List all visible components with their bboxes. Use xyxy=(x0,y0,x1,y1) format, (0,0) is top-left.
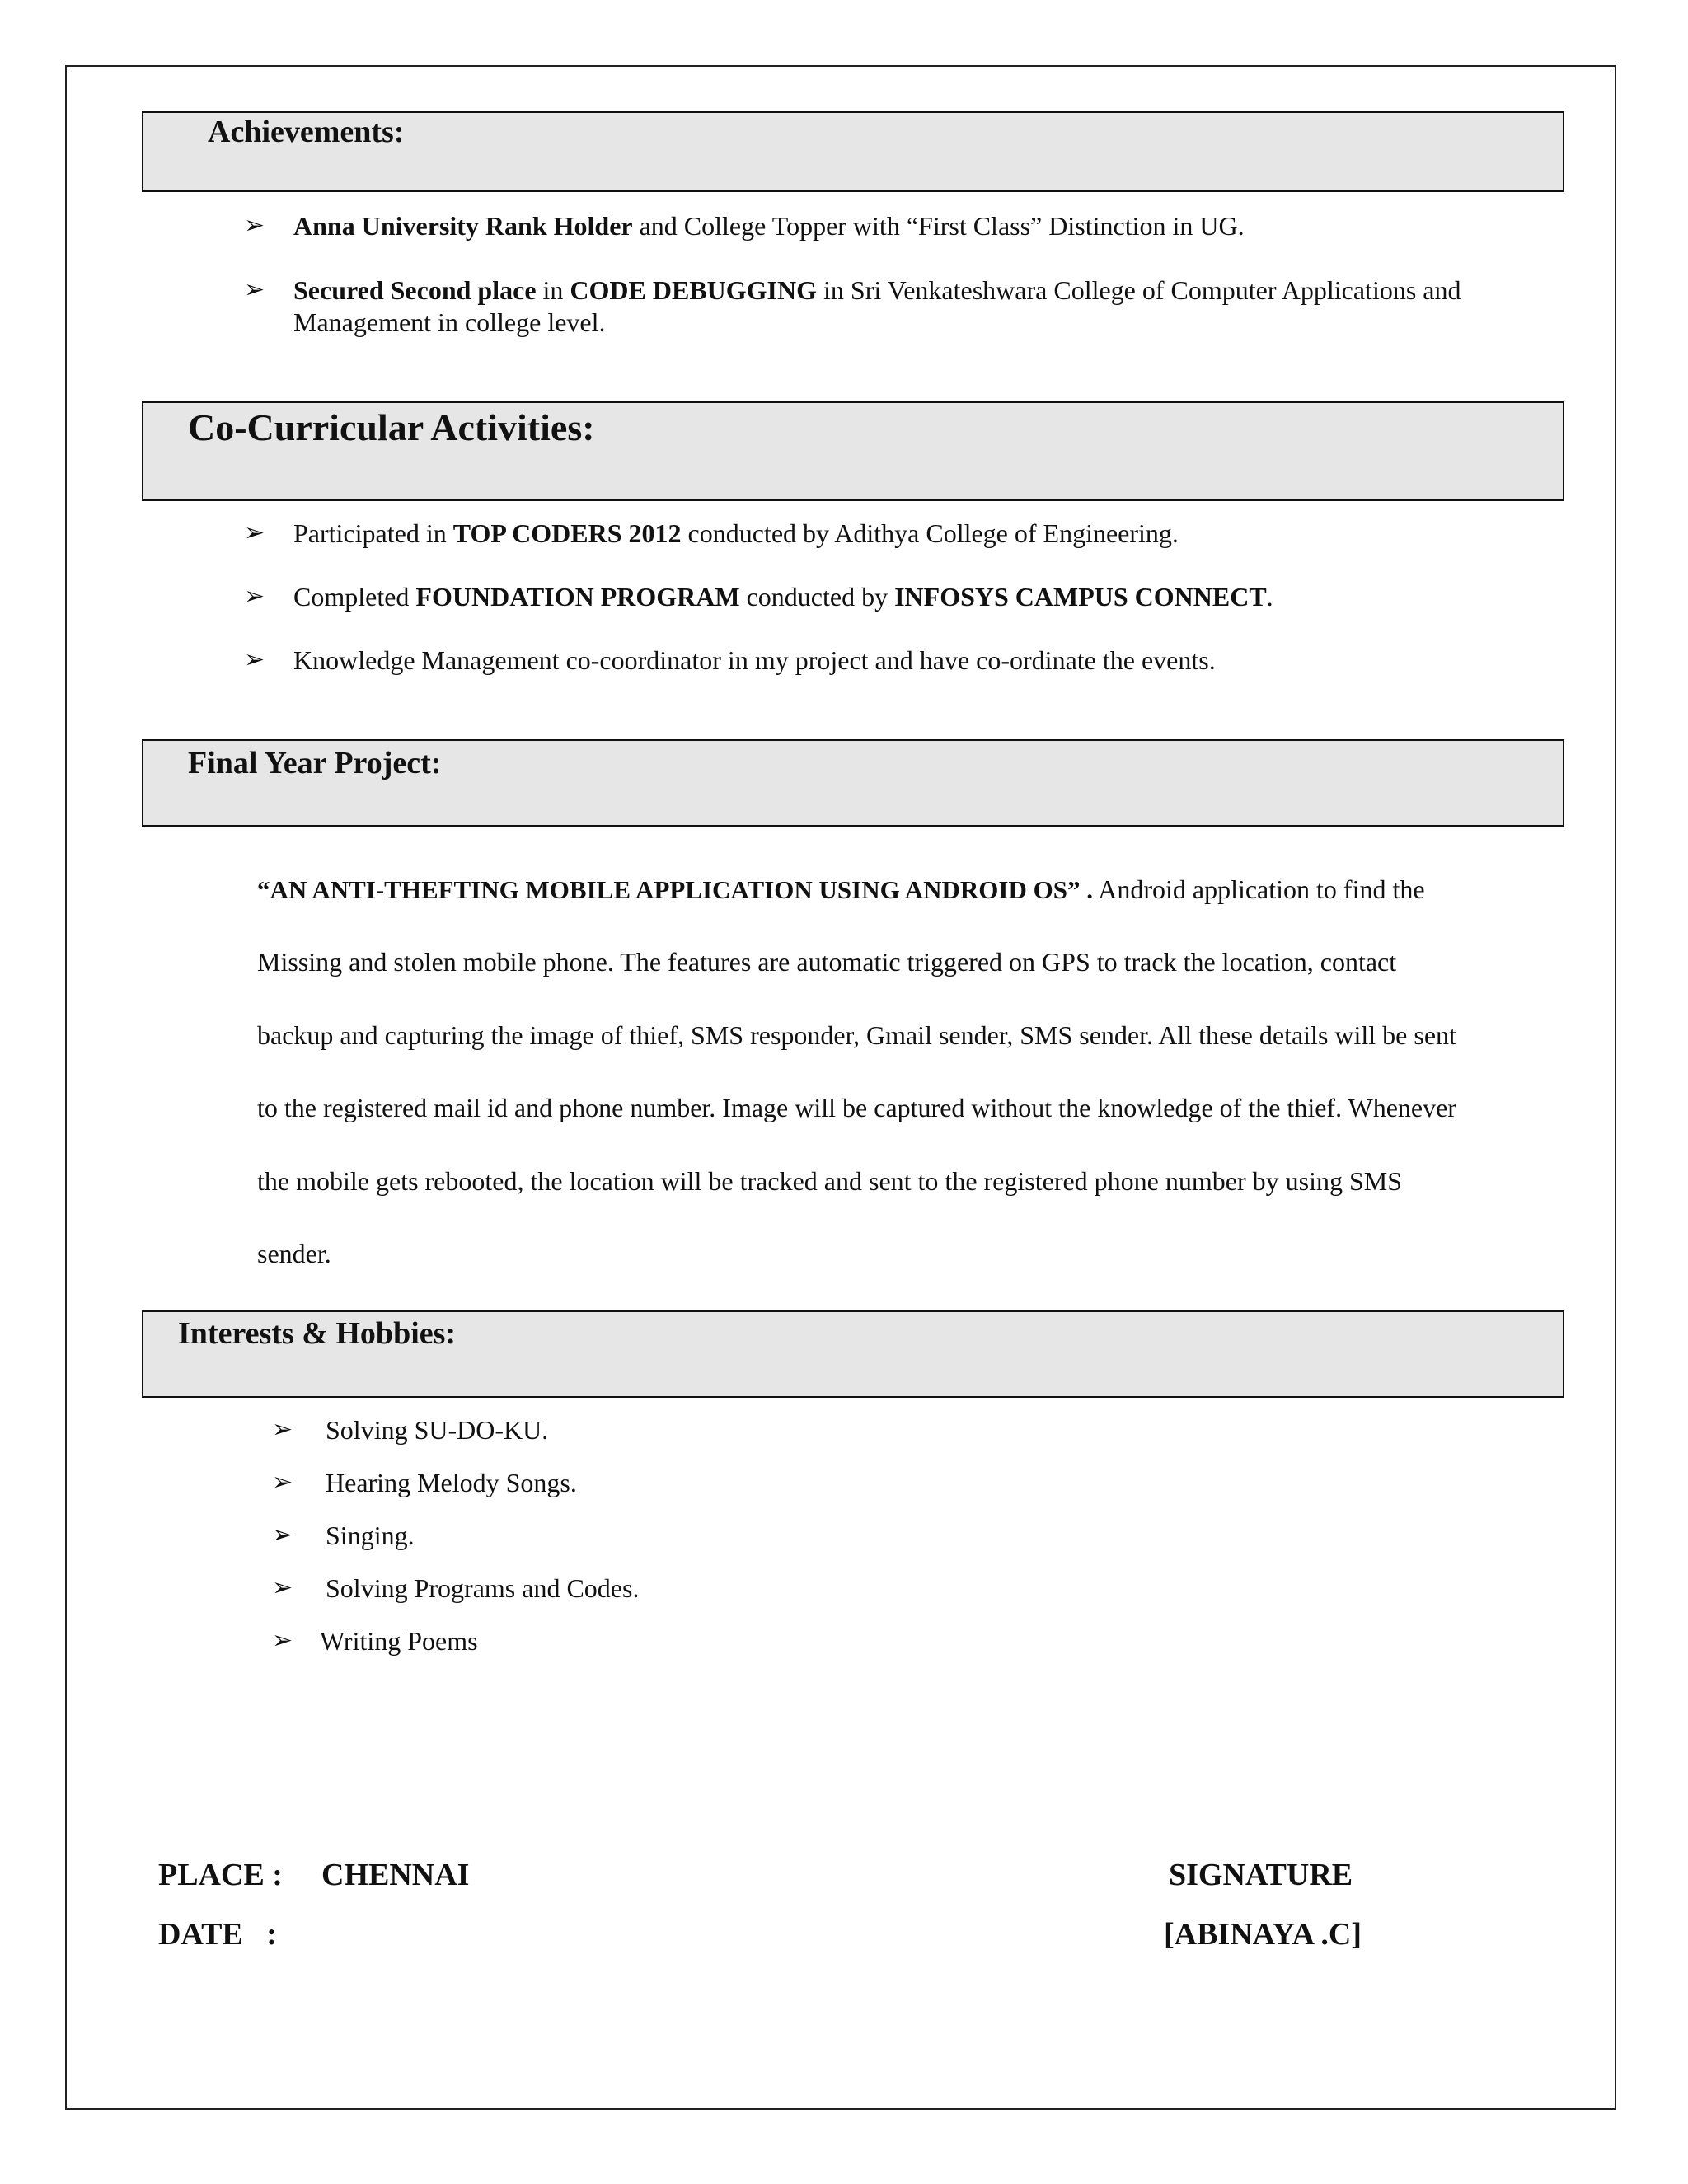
co-curricular-title: Co-Curricular Activities: xyxy=(188,406,595,448)
bullet-arrow-icon: ➢ xyxy=(244,519,265,546)
project-description-line-2: Missing and stolen mobile phone. The features are automatic triggered on GPS to track the location, contact xyxy=(257,947,1397,977)
hobbies-title: Interests & Hobbies: xyxy=(178,1316,457,1351)
project-description-line-5: the mobile gets rebooted, the location will be tracked and sent to the registered phone number by using SMS xyxy=(257,1166,1403,1196)
bullet-arrow-icon: ➢ xyxy=(272,1416,293,1443)
bullet-arrow-icon: ➢ xyxy=(244,646,265,673)
bullet-arrow-icon: ➢ xyxy=(244,276,265,303)
bullet-arrow-icon: ➢ xyxy=(272,1574,293,1601)
date-label: DATE : xyxy=(158,1917,277,1952)
project-description-line-3: backup and capturing the image of thief, SMS responder, Gmail sender, SMS sender. All these details will be sent xyxy=(257,1020,1456,1050)
achievements-title: Achievements: xyxy=(208,115,405,149)
project-description-line-4: to the registered mail id and phone number. Image will be captured without the knowledge of the thief. Whenever xyxy=(257,1093,1456,1122)
bullet-arrow-icon: ➢ xyxy=(272,1627,293,1654)
project-description-line-6: sender. xyxy=(257,1239,331,1268)
place-label: PLACE : xyxy=(158,1858,283,1892)
bullet-arrow-icon: ➢ xyxy=(244,583,265,610)
page-border xyxy=(65,65,1616,2110)
place-value: CHENNAI xyxy=(321,1858,470,1892)
project-title: Final Year Project: xyxy=(188,746,442,780)
bullet-arrow-icon: ➢ xyxy=(244,212,265,239)
signatory-name: [ABINAYA .C] xyxy=(1164,1917,1362,1952)
bullet-arrow-icon: ➢ xyxy=(272,1521,293,1549)
signature-label: SIGNATURE xyxy=(1169,1858,1353,1892)
project-description-line-1: “AN ANTI-THEFTING MOBILE APPLICATION USING ANDROID OS” . Android application to find the xyxy=(257,874,1425,904)
bullet-arrow-icon: ➢ xyxy=(272,1469,293,1496)
